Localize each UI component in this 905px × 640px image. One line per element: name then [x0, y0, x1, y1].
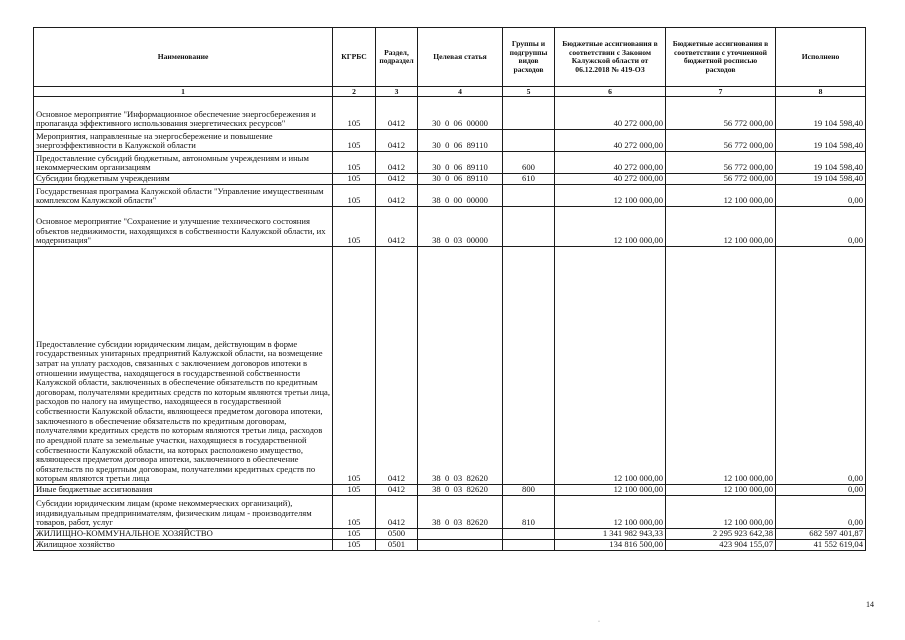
row-section: 0500	[376, 529, 418, 540]
row-target: 38 0 03 00000	[418, 207, 503, 247]
row-group: 800	[503, 485, 555, 496]
row-section: 0412	[376, 247, 418, 485]
row-name: Предоставление субсидий бюджетным, автономным учреждениям и иным некоммерческим организациям	[34, 152, 333, 174]
row-target: 30 0 06 89110	[418, 174, 503, 185]
budget-report-sheet	[33, 27, 865, 551]
row-group	[503, 207, 555, 247]
budget-table	[33, 27, 866, 551]
table-row	[34, 529, 866, 540]
row-law-amount: 40 272 000,00	[555, 152, 666, 174]
row-kgrbs: 105	[333, 485, 376, 496]
row-executed-amount: 0,00	[776, 496, 866, 529]
row-group	[503, 130, 555, 152]
row-name: Основное мероприятие "Информационное обеспечение энергосбережения и пропаганда эффективного использования энергетических ресурсов"	[34, 97, 333, 130]
row-law-amount: 12 100 000,00	[555, 496, 666, 529]
row-kgrbs: 105	[333, 529, 376, 540]
row-name: Жилищное хозяйство	[34, 540, 333, 551]
row-section: 0412	[376, 97, 418, 130]
table-header-row	[34, 28, 866, 87]
row-law-amount: 12 100 000,00	[555, 207, 666, 247]
row-section: 0412	[376, 207, 418, 247]
column-number: 4	[418, 87, 503, 97]
row-target: 30 0 06 00000	[418, 97, 503, 130]
row-kgrbs: 105	[333, 207, 376, 247]
row-revised-amount: 423 904 155,07	[666, 540, 776, 551]
row-revised-amount: 12 100 000,00	[666, 485, 776, 496]
row-target: 38 0 00 00000	[418, 185, 503, 207]
row-law-amount: 40 272 000,00	[555, 174, 666, 185]
table-row	[34, 496, 866, 529]
row-law-amount: 12 100 000,00	[555, 247, 666, 485]
row-target: 30 0 06 89110	[418, 152, 503, 174]
column-number: 3	[376, 87, 418, 97]
row-executed-amount: 0,00	[776, 485, 866, 496]
row-revised-amount: 56 772 000,00	[666, 152, 776, 174]
row-kgrbs: 105	[333, 496, 376, 529]
row-name: Предоставление субсидии юридическим лицам, действующим в форме государственных унитарных предприятий Калужской области, на возмещение затрат на уплату расходов, связанных с заключением договоров ипотеки в отношении имущества, находящегося в государственной собственности Калужской области, заключенных в обеспечение обязательств по кредитным договорам, получателями кредитных средств по которым являются третьи лица, расходов по налогу на имущество, находящееся в государственной собственности Калужской области, являющееся предметом договора ипотеки, заключенного в обеспечение обязательств по кредитным договорам, получателями кредитных средств по которым являются третьи лица, расходов по арендной плате за земельные участки, находящиеся в государственной собственности Калужской области, на которых расположено имущество, являющееся предметом договора ипотеки, заключенного в обеспечение обязательств по кредитным договорам, получателями кредитных средств по которым являются третьи лица	[34, 247, 333, 485]
table-row	[34, 130, 866, 152]
row-kgrbs: 105	[333, 97, 376, 130]
row-name: Субсидии юридическим лицам (кроме некоммерческих организаций), индивидуальным предпринимателям, физическим лицам - производителям товаров, работ, услуг	[34, 496, 333, 529]
row-executed-amount: 19 104 598,40	[776, 130, 866, 152]
row-target	[418, 529, 503, 540]
row-name: Мероприятия, направленные на энергосбережение и повышение энергоэффективности в Калужской области	[34, 130, 333, 152]
row-revised-amount: 2 295 923 642,38	[666, 529, 776, 540]
row-section: 0412	[376, 152, 418, 174]
header-revised-allocations: Бюджетные ассигнования в соответствии с уточненной бюджетной росписью расходов	[666, 28, 776, 87]
table-row	[34, 152, 866, 174]
column-number: 5	[503, 87, 555, 97]
row-group	[503, 97, 555, 130]
row-name: Основное мероприятие "Сохранение и улучшение технического состояния объектов недвижимости, находящихся в собственности Калужской области, их модернизация"	[34, 207, 333, 247]
row-executed-amount: 682 597 401,87	[776, 529, 866, 540]
table-row	[34, 97, 866, 130]
header-kgrbs: КГРБС	[333, 28, 376, 87]
row-kgrbs: 105	[333, 247, 376, 485]
row-revised-amount: 12 100 000,00	[666, 207, 776, 247]
column-number: 8	[776, 87, 866, 97]
row-section: 0412	[376, 130, 418, 152]
row-group: 600	[503, 152, 555, 174]
header-name: Наименование	[34, 28, 333, 87]
row-name: Субсидии бюджетным учреждениям	[34, 174, 333, 185]
row-law-amount: 40 272 000,00	[555, 97, 666, 130]
column-number: 2	[333, 87, 376, 97]
header-target: Целевая статья	[418, 28, 503, 87]
column-number: 1	[34, 87, 333, 97]
row-revised-amount: 12 100 000,00	[666, 185, 776, 207]
row-section: 0412	[376, 485, 418, 496]
row-group	[503, 529, 555, 540]
row-executed-amount: 0,00	[776, 207, 866, 247]
header-groups: Группы и подгруппы видов расходов	[503, 28, 555, 87]
table-row	[34, 174, 866, 185]
header-executed: Исполнено	[776, 28, 866, 87]
row-executed-amount: 19 104 598,40	[776, 152, 866, 174]
row-group	[503, 540, 555, 551]
row-kgrbs: 105	[333, 152, 376, 174]
row-executed-amount: 0,00	[776, 185, 866, 207]
row-kgrbs: 105	[333, 130, 376, 152]
row-revised-amount: 56 772 000,00	[666, 130, 776, 152]
row-executed-amount: 0,00	[776, 247, 866, 485]
row-group: 810	[503, 496, 555, 529]
row-target: 38 0 03 82620	[418, 496, 503, 529]
row-law-amount: 1 341 982 943,33	[555, 529, 666, 540]
row-name: Государственная программа Калужской области "Управление имущественным комплексом Калужской области"	[34, 185, 333, 207]
table-row	[34, 207, 866, 247]
page-number: 14	[866, 600, 874, 609]
table-row	[34, 540, 866, 551]
column-number: 6	[555, 87, 666, 97]
row-executed-amount: 19 104 598,40	[776, 174, 866, 185]
row-group	[503, 247, 555, 485]
row-law-amount: 134 816 500,00	[555, 540, 666, 551]
row-section: 0501	[376, 540, 418, 551]
column-number-row	[34, 87, 866, 97]
row-target: 30 0 06 89110	[418, 130, 503, 152]
scan-dot: ·	[598, 619, 600, 625]
row-law-amount: 12 100 000,00	[555, 185, 666, 207]
row-revised-amount: 12 100 000,00	[666, 496, 776, 529]
row-target: 38 0 03 82620	[418, 485, 503, 496]
row-name: ЖИЛИЩНО-КОММУНАЛЬНОЕ ХОЗЯЙСТВО	[34, 529, 333, 540]
header-section: Раздел, подраздел	[376, 28, 418, 87]
row-revised-amount: 56 772 000,00	[666, 174, 776, 185]
row-target: 38 0 03 82620	[418, 247, 503, 485]
row-kgrbs: 105	[333, 540, 376, 551]
row-section: 0412	[376, 174, 418, 185]
table-row	[34, 485, 866, 496]
row-executed-amount: 19 104 598,40	[776, 97, 866, 130]
table-row	[34, 185, 866, 207]
table-row	[34, 247, 866, 485]
row-revised-amount: 12 100 000,00	[666, 247, 776, 485]
row-executed-amount: 41 552 619,04	[776, 540, 866, 551]
row-revised-amount: 56 772 000,00	[666, 97, 776, 130]
column-number: 7	[666, 87, 776, 97]
row-name: Иные бюджетные ассигнования	[34, 485, 333, 496]
row-law-amount: 40 272 000,00	[555, 130, 666, 152]
row-law-amount: 12 100 000,00	[555, 485, 666, 496]
row-kgrbs: 105	[333, 185, 376, 207]
row-target	[418, 540, 503, 551]
row-section: 0412	[376, 496, 418, 529]
row-section: 0412	[376, 185, 418, 207]
row-group	[503, 185, 555, 207]
header-law-allocations: Бюджетные ассигнования в соответствии с Законом Калужской области от 06.12.2018 № 419-ОЗ	[555, 28, 666, 87]
row-kgrbs: 105	[333, 174, 376, 185]
row-group: 610	[503, 174, 555, 185]
